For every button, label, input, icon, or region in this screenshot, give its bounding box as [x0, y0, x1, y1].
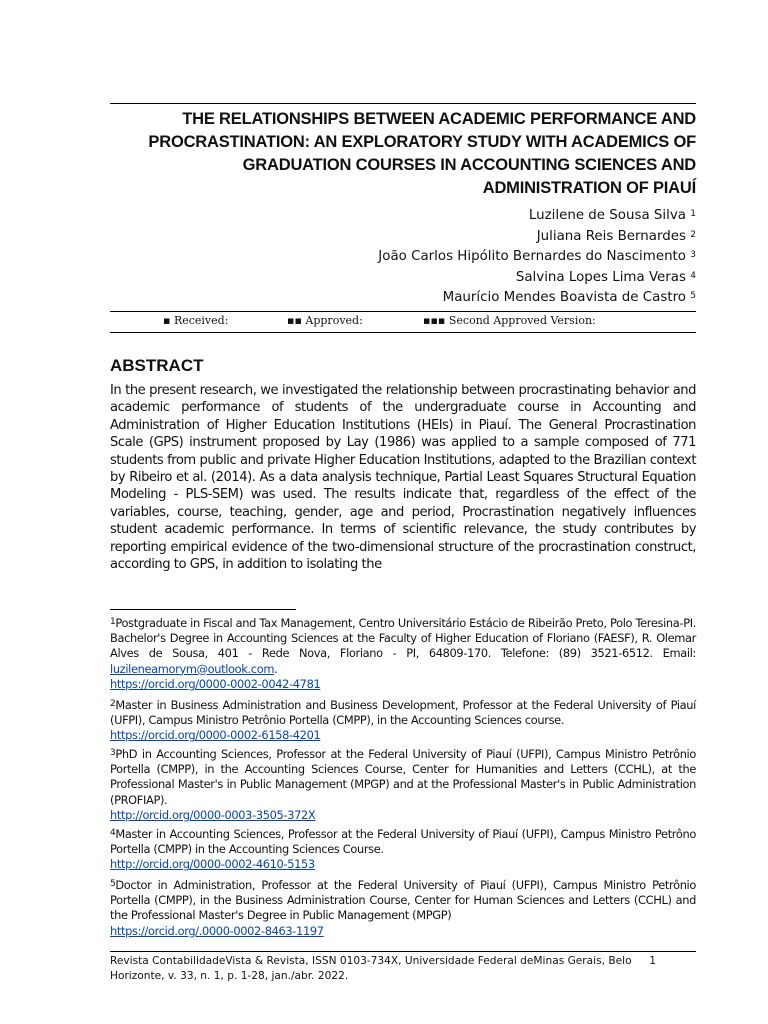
author-name: Luzilene de Sousa Silva $^1$ — [528, 208, 696, 223]
orcid-link[interactable]: http://orcid.org/0000-0003-3505-372X — [110, 807, 316, 822]
received-date: ▪ Received: — [163, 314, 229, 327]
approved-date: ▪▪ Approved: — [287, 314, 363, 327]
footnote: $^4$Master in Accounting Sciences, Professor at the Federal University of Piauí (UFPI), Campus Ministro Petrôno Portella (CMPP) in the Accounting Sciences Course. http://orcid.org/0000-0002-4610-5153 — [110, 827, 696, 872]
abstract-heading: ABSTRACT — [110, 356, 204, 375]
footnote: $^2$Master in Business Administration and Business Development, Professor at the Federal University of Piauí (UFPI), Campus Ministro Petrônio Portella (CMPP), in the Accounting Sciences course. https://orcid.org/0000-0002-6158-4201 — [110, 698, 696, 743]
footnote-separator — [110, 609, 296, 610]
orcid-link[interactable]: https://orcid.org/0000-0002-0042-4781 — [110, 676, 321, 691]
footnote: $^1$Postgraduate in Fiscal and Tax Management, Centro Universitário Estácio de Ribeirão Preto, Polo Teresina-PI. Bachelor's Degree in Accounting Sciences at the Faculty of Higher Education of Floriano (FAESF), R. Olemar Alves de Sousa, 401 - Rede Nova, Floriano - PI, 64809-170. Telefone: (89) 3521-6512. Email: luzileneamorym@outlook.com. https://orcid.org/0000-0002-0042-4781 — [110, 616, 696, 691]
email-link[interactable]: luzileneamorym@outlook.com — [110, 661, 275, 676]
dates-bottom-rule — [110, 332, 696, 333]
author-name: Salvina Lopes Lima Veras $^4$ — [515, 269, 696, 285]
orcid-link[interactable]: https://orcid.org/0000-0002-6158-4201 — [110, 728, 321, 743]
author-name: João Carlos Hipólito Bernardes do Nascimento $^3$ — [378, 249, 696, 264]
footer-rule — [110, 951, 696, 952]
journal-citation: Revista ContabilidadeVista & Revista, ISSN 0103-734X, Universidade Federal deMinas Gerais, Belo Horizonte, v. 33, n. 1, p. 1-28, jan./abr. 2022. — [110, 955, 632, 982]
orcid-link[interactable]: https://orcid.org/.0000-0002-8463-1197 — [110, 923, 324, 938]
page-footer — [110, 954, 696, 984]
dates-top-rule — [110, 311, 696, 312]
footnote: $^5$Doctor in Administration, Professor at the Federal University of Piauí (UFPI), Campus Ministro Petrônio Portella (CMPP), in the Business Administration Course, Center for Human Sciences and Letters (CCHL) and the Professional Master's Degree in Public Management (MPGP) https://orcid.org/.0000-0002-8463-1197 — [110, 878, 696, 938]
top-rule — [110, 103, 696, 104]
second-approved-date: ▪▪▪ Second Approved Version: — [423, 314, 596, 327]
page-number: 1 — [649, 955, 656, 967]
author-name: Maurício Mendes Boavista de Castro $^5$ — [442, 290, 696, 305]
paper-title: THE RELATIONSHIPS BETWEEN ACADEMIC PERFORMANCE AND PROCRASTINATION: AN EXPLORATORY STUDY WITH ACADEMICS OF GRADUATION COURSES IN ACCOUNTING SCIENCES AND ADMINISTRATION OF PIAUÍ — [148, 110, 696, 197]
author-list — [110, 205, 696, 308]
orcid-link[interactable]: http://orcid.org/0000-0002-4610-5153 — [110, 857, 315, 872]
abstract-text: In the present research, we investigated the relationship between procrastinating behavior and academic performance of students of the undergraduate course in Accounting and Administration of Higher Education Institutions (HEIs) in Piauí. The General Procrastination Scale (GPS) instrument proposed by Lay (1986) was applied to a sample composed of 771 students from public and private Higher Education Institutions, adapted to the Brazilian context by Ribeiro et al. (2014). As a data analysis technique, Partial Least Squares Structural Equation Modeling - PLS-SEM) was used. The results indicate that, regardless of the effect of the variables, course, teaching, gender, age and period, Procrastination negatively influences student academic performance. In terms of scientific relevance, the study contributes by reporting empirical evidence of the two-dimensional structure of the procrastination construct, according to GPS, in addition to isolating the — [110, 383, 696, 573]
author-name: Juliana Reis Bernardes $^2$ — [536, 228, 696, 244]
footnote: $^3$PhD in Accounting Sciences, Professor at the Federal University of Piauí (UFPI), Campus Ministro Petrônio Portella (CMPP), in the Accounting Sciences Course, Center for Humanities and Letters (CCHL), at the Professional Master's in Public Management (MPGP) and at the Professional Master's in Public Administration (PROFIAP). http://orcid.org/0000-0003-3505-372X — [110, 747, 696, 822]
